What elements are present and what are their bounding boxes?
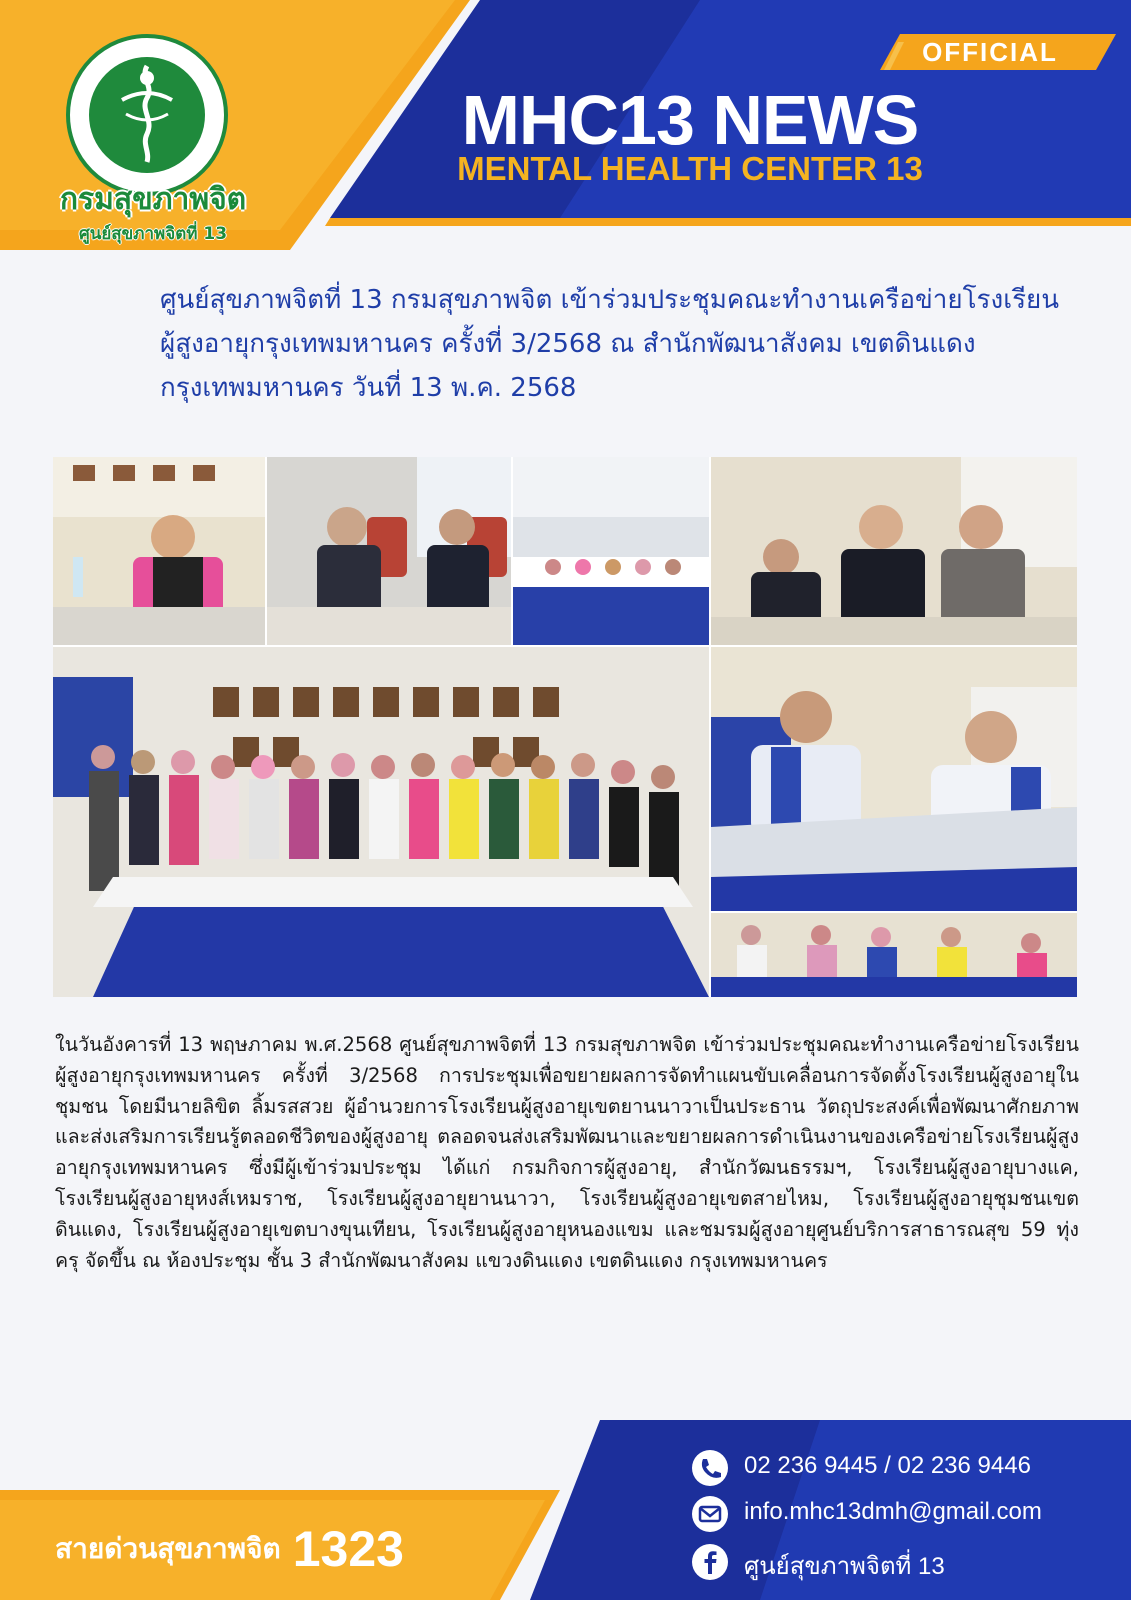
phone-number: 02 236 9445 / 02 236 9446 <box>744 1452 1031 1479</box>
photo-chairman-speaking <box>53 457 265 645</box>
email-icon <box>692 1496 728 1532</box>
article-body: ในวันอังคารที่ 13 พฤษภาคม พ.ศ.2568 ศูนย์สุขภาพจิตที่ 13 กรมสุขภาพจิต เข้าร่วมประชุมคณะทำงานเครือข่ายโรงเรียนผู้สูงอายุกรุงเทพมหานคร ครั้งที่ 3/2568 การประชุมเพื่อขยายผลการจัดทำแผนขับเคลื่อนการจัดตั้งโรงเรียนผู้สูงอายุในชุมชน โดยมีนายลิขิต ลิ้มรสสวย ผู้อำนวยการโรงเรียนผู้สูงอายุเขตยานนาวาเป็นประธาน วัตถุประสงค์เพื่อพัฒนาศักยภาพและส่งเสริมการเรียนรู้ตลอดชีวิตของผู้สูงอายุ ตลอดจนส่งเสริมพัฒนาและขยายผลการดำเนินงานของเครือข่ายโรงเรียนผู้สูงอายุกรุงเทพมหานคร ซึ่งมีผู้เข้าร่วมประชุม ได้แก่ กรมกิจการผู้สูงอายุ, สำนักวัฒนธรรมฯ, โรงเรียนผู้สูงอายุบางแค, โรงเรียนผู้สูงอายุหงส์เหมราช, โรงเรียนผู้สูงอายุยานนาวา, โรงเรียนผู้สูงอายุเขตสายไหม, โรงเรียนผู้สูงอายุชุมชนเขตดินแดง, โรงเรียนผู้สูงอายุเขตบางขุนเทียน, โรงเรียนผู้สูงอายุหนองแขม และชมรมผู้สูงอายุศูนย์บริการสาธารณสุข 59 ทุ่งครุ จัดขึ้น ณ ห้องประชุม ชั้น 3 สำนักพัฒนาสังคม แขวงดินแดง เขตดินแดง กรุงเทพมหานคร <box>55 1033 1079 1272</box>
photo-group-portrait <box>53 647 709 997</box>
photo-meeting-room-overview <box>513 457 709 645</box>
headline-line-1: ศูนย์สุขภาพจิตที่ 13 กรมสุขภาพจิต เข้าร่วมประชุมคณะทำงานเครือข่ายโรงเรียน <box>160 285 1060 315</box>
official-badge <box>880 34 1116 70</box>
facebook-page: ศูนย์สุขภาพจิตที่ 13 <box>744 1553 945 1580</box>
hotline-number[interactable]: 1323 <box>292 1521 404 1577</box>
photo-collage <box>53 457 1077 997</box>
headline-line-2: ผู้สูงอายุกรุงเทพมหานคร ครั้งที่ 3/2568 ณ สำนักพัฒนาสังคม เขตดินแดง <box>160 329 976 359</box>
center-name: ศูนย์สุขภาพจิตที่ 13 <box>78 224 228 244</box>
photo-attendees-strip <box>711 913 1077 997</box>
official-label: OFFICIAL <box>922 37 1058 67</box>
header-banner <box>0 0 1131 250</box>
logo-ring <box>70 38 224 192</box>
contact-email[interactable] <box>692 1494 1112 1534</box>
email-address: info.mhc13dmh@gmail.com <box>744 1498 1042 1525</box>
phone-icon <box>692 1450 728 1486</box>
ministry-logo <box>66 34 228 196</box>
department-name: กรมสุขภาพจิต <box>59 182 247 217</box>
facebook-icon <box>692 1544 728 1580</box>
hotline-label: สายด่วนสุขภาพจิต <box>55 1532 281 1565</box>
photo-elderly-attendees <box>711 647 1077 911</box>
news-subtitle: MENTAL HEALTH CENTER 13 <box>457 150 923 187</box>
headline <box>160 278 1080 410</box>
contact-facebook[interactable] <box>692 1542 1112 1582</box>
hotline <box>55 1520 495 1578</box>
contact-phone[interactable] <box>692 1448 1112 1488</box>
photo-attendees-women <box>267 457 511 645</box>
headline-line-3: กรุงเทพมหานคร วันที่ 13 พ.ค. 2568 <box>160 373 577 403</box>
news-title: MHC13 NEWS <box>461 81 919 159</box>
photo-attendees-men-suits <box>711 457 1077 645</box>
